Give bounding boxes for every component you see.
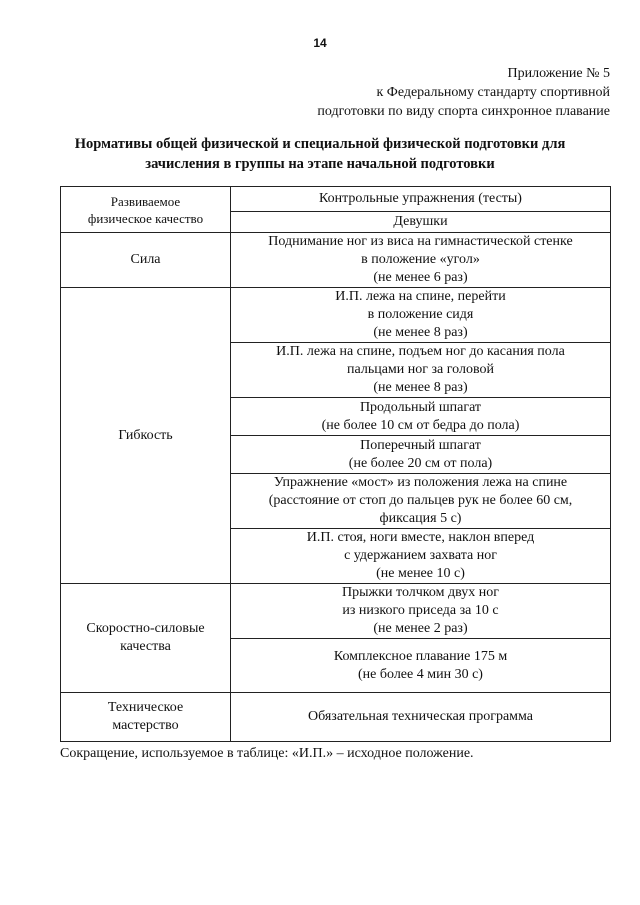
test-cell bbox=[231, 343, 611, 398]
header-quality-cell bbox=[61, 187, 231, 233]
document-title bbox=[40, 134, 600, 174]
test-line: Поперечный шпагат bbox=[360, 437, 481, 453]
test-line: из низкого приседа за 10 с bbox=[342, 603, 499, 618]
test-cell bbox=[231, 398, 611, 436]
test-line: Поднимание ног из виса на гимнастической стенке bbox=[268, 234, 573, 249]
page-number: 14 bbox=[313, 36, 327, 50]
header-quality-line: физическое качество bbox=[87, 210, 204, 226]
header-tests-cell bbox=[231, 187, 611, 212]
test-line: (не менее 8 раз) bbox=[373, 380, 468, 395]
quality-line: мастерство bbox=[112, 718, 179, 733]
test-line: (не более 20 см от пола) bbox=[348, 455, 493, 471]
test-cell bbox=[231, 639, 611, 693]
test-cell bbox=[231, 693, 611, 742]
test-line: (не более 4 мин 30 с) bbox=[358, 666, 483, 682]
appendix-line: к Федеральному стандарту спортивной bbox=[376, 85, 610, 100]
test-cell bbox=[231, 529, 611, 584]
test-line: И.П. лежа на спине, перейти bbox=[335, 289, 506, 304]
test-line: Обязательная техническая программа bbox=[307, 709, 534, 724]
appendix-reference bbox=[190, 64, 610, 121]
test-line: пальцами ног за головой bbox=[347, 362, 494, 377]
table-row bbox=[61, 233, 611, 288]
test-line: Комплексное плавание 175 м bbox=[333, 648, 508, 664]
test-cell bbox=[231, 233, 611, 288]
test-line: И.П. лежа на спине, подъем ног до касания пола bbox=[276, 344, 565, 359]
quality-line: Скоростно-силовые bbox=[86, 621, 205, 636]
test-line: И.П. стоя, ноги вместе, наклон вперед bbox=[306, 530, 535, 545]
table-row bbox=[61, 693, 611, 742]
test-line: (не более 10 см от бедра до пола) bbox=[321, 417, 520, 433]
test-cell bbox=[231, 436, 611, 474]
footnote: Сокращение, используемое в таблице: «И.П.» – исходное положение. bbox=[60, 746, 474, 761]
quality-line: Сила bbox=[130, 252, 161, 267]
quality-line: Техническое bbox=[107, 700, 184, 715]
header-quality-line: Развиваемое bbox=[110, 193, 181, 209]
table-row bbox=[61, 584, 611, 639]
test-line: (не менее 6 раз) bbox=[373, 270, 468, 285]
test-line: (не менее 8 раз) bbox=[373, 325, 468, 340]
test-cell bbox=[231, 474, 611, 529]
appendix-line: подготовки по виду спорта синхронное плавание bbox=[317, 104, 610, 119]
quality-cell bbox=[61, 288, 231, 584]
norms-table bbox=[60, 186, 611, 742]
appendix-line: Приложение № 5 bbox=[507, 66, 610, 81]
test-cell bbox=[231, 288, 611, 343]
test-line: Упражнение «мост» из положения лежа на спине bbox=[273, 475, 568, 490]
subheader-label: Девушки bbox=[393, 214, 448, 229]
quality-line: качества bbox=[120, 639, 171, 654]
test-line: (не менее 2 раз) bbox=[373, 621, 468, 636]
header-tests-label: Контрольные упражнения (тесты) bbox=[319, 191, 522, 206]
quality-cell bbox=[61, 233, 231, 288]
test-line: Продольный шпагат bbox=[359, 399, 482, 415]
quality-cell bbox=[61, 584, 231, 693]
table-row bbox=[61, 288, 611, 343]
test-line: (не менее 10 с) bbox=[376, 566, 465, 581]
test-line: Прыжки толчком двух ног bbox=[342, 585, 499, 600]
quality-cell bbox=[61, 693, 231, 742]
test-line: фиксация 5 с) bbox=[379, 511, 462, 526]
title-line: Нормативы общей физической и специальной физической подготовки для bbox=[74, 136, 566, 152]
test-cell bbox=[231, 584, 611, 639]
test-line: в положение сидя bbox=[367, 307, 474, 322]
title-line: зачисления в группы на этапе начальной подготовки bbox=[145, 156, 495, 172]
table-header-row bbox=[61, 187, 611, 212]
subheader-cell bbox=[231, 212, 611, 233]
test-line: в положение «угол» bbox=[361, 252, 480, 267]
test-line: (расстояние от стоп до пальцев рук не более 60 см, bbox=[268, 493, 573, 508]
quality-line: Гибкость bbox=[118, 427, 173, 443]
test-line: с удержанием захвата ног bbox=[344, 548, 497, 563]
